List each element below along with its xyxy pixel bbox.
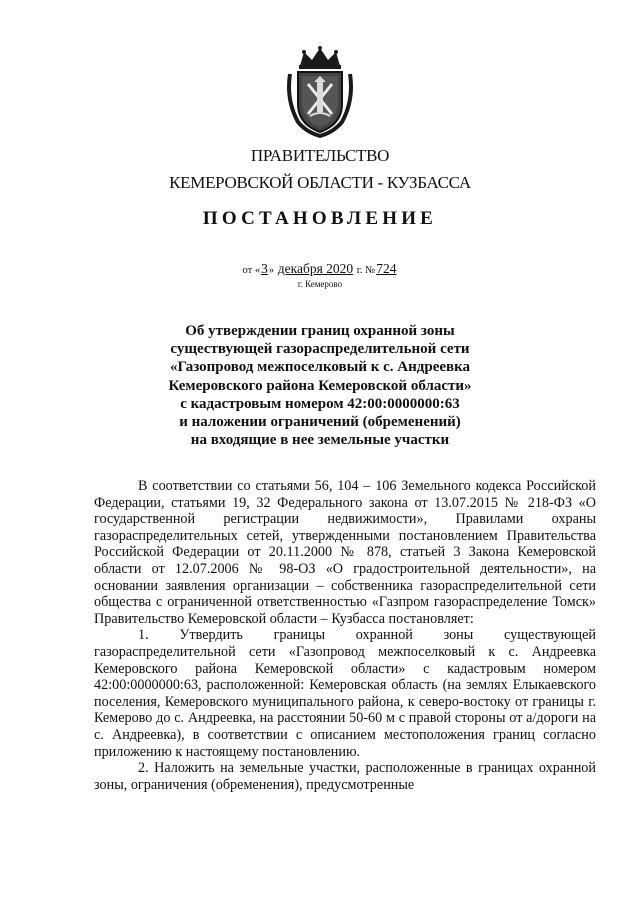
- title-line: Об утверждении границ охранной зоны: [185, 323, 455, 339]
- document-body: [94, 478, 596, 793]
- kemerovo-coat-of-arms-icon: [284, 44, 356, 140]
- date-prefix: от «: [242, 265, 261, 276]
- clause-2-paragraph: 2. Наложить на земельные участки, расположенные в границах охранной зоны, ограничения (обременения), предусмотренные: [94, 760, 596, 793]
- government-name-line1: ПРАВИТЕЛЬСТВО: [250, 146, 390, 165]
- date-month-year: декабря 2020: [277, 261, 354, 276]
- clause-1-paragraph: 1. Утвердить границы охранной зоны существующей газораспределительной сети «Газопровод межпоселковый к с. Андреевка Кемеровского района Кемеровской области» с кадастровым номером 42:00:0000000:63, расположенной: Кемеровская область (на землях Елыкаевского поселения, Кемеровского муниципального района, к северо-востоку от границы г. Кемерово до с. Андреевка, на расстоянии 50-60 м с правой стороны от а/дороги на с. Андреевка), в соответствии с описанием местоположения границ согласно приложению к настоящему постановлению.: [94, 627, 596, 760]
- title-line: существующей газораспределительной сети: [170, 341, 470, 358]
- title-line: Кемеровского района Кемеровской области»: [168, 377, 472, 394]
- document-city: г. Кемерово: [297, 279, 343, 289]
- title-line: с кадастровым номером 42:00:0000000:63: [180, 395, 460, 412]
- document-number: 724: [376, 261, 397, 276]
- title-line: и наложении ограничений (обременений): [179, 414, 461, 431]
- title-line: на входящие в нее земельные участки: [190, 432, 450, 449]
- date-suffix: г. №: [356, 265, 376, 276]
- title-line: «Газопровод межпоселковый к с. Андреевка: [169, 359, 471, 376]
- government-name-line2: КЕМЕРОВСКОЙ ОБЛАСТИ - КУЗБАССА: [169, 173, 471, 192]
- document-title: [0, 322, 640, 449]
- date-mid: »: [268, 265, 275, 276]
- document-date-line: [0, 261, 640, 277]
- date-day: 3: [261, 261, 268, 276]
- document-type-heading: ПОСТАНОВЛЕНИЕ: [202, 208, 438, 229]
- preamble-paragraph: В соответствии со статьями 56, 104 – 106 Земельного кодекса Российской Федерации, статьями 19, 32 Федерального закона от 13.07.2015 № 218-ФЗ «О государственной регистрации недвижимости», Правилами охраны газораспределительных сетей, утвержденными постановлением Правительства Российской Федерации от 20.11.2000 № 878, статьей 3 Закона Кемеровской области от 12.07.2006 № 98-ОЗ «О градостроительной деятельности», на основании заявления организации – собственника газораспределительной сети общества с ограниченной ответственностью «Газпром газораспределение Томск» Правительство Кемеровской области – Кузбасса постановляет:: [94, 478, 596, 627]
